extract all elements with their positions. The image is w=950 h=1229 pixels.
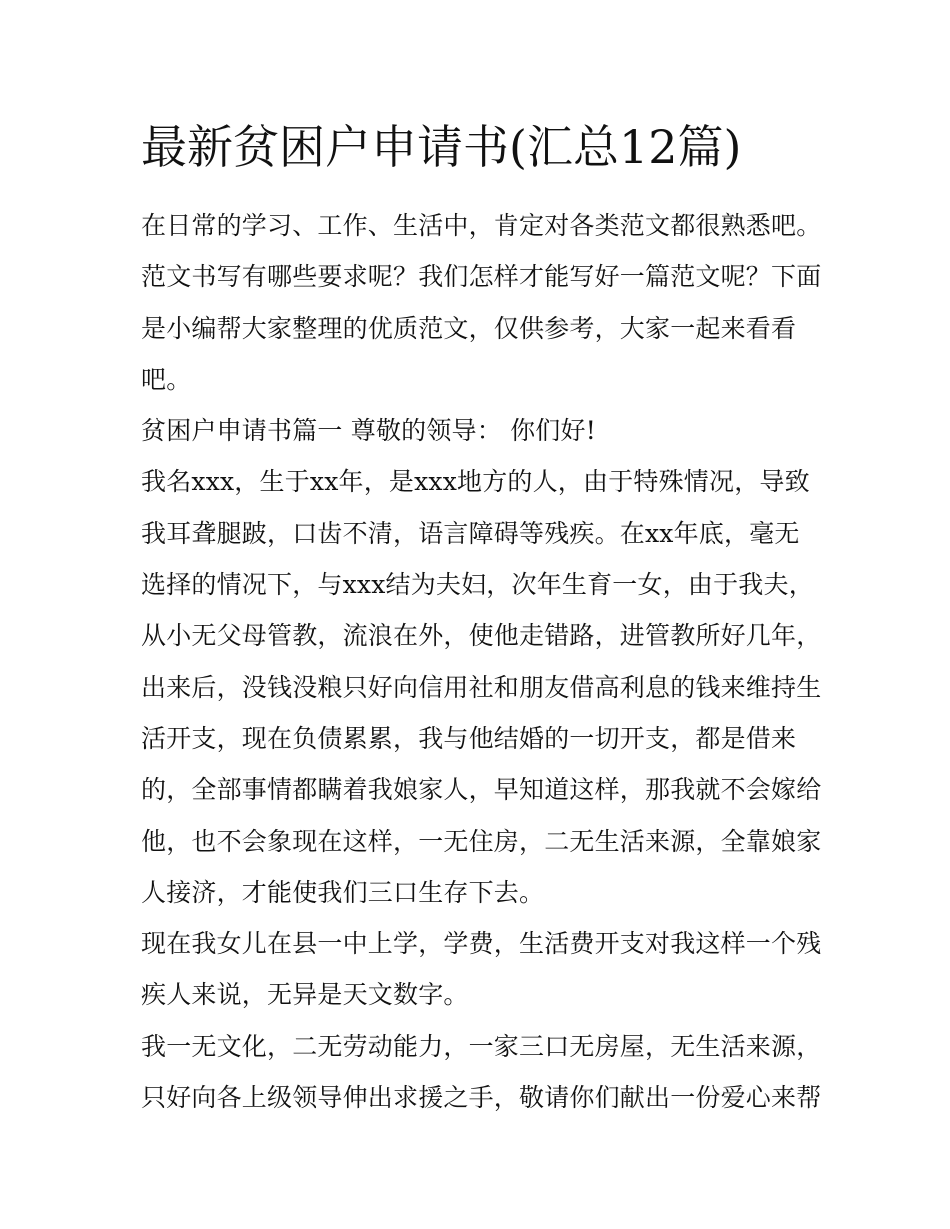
body-line: 选择的情况下，与xxx结为夫妇，次年生育一女，由于我夫， bbox=[141, 570, 814, 600]
body-line: 吧。 bbox=[141, 364, 192, 394]
body-line: 他，也不会象现在这样，一无住房，二无生活来源，全靠娘家 bbox=[141, 826, 822, 856]
body-line: 我一无文化，二无劳动能力，一家三口无房屋，无生活来源， bbox=[141, 1031, 822, 1061]
body-line: 出来后，没钱没粮只好向信用社和朋友借高利息的钱来维持生 bbox=[141, 672, 822, 702]
body-line: 只好向各上级领导伸出求援之手，敬请你们献出一份爱心来帮 bbox=[141, 1083, 822, 1113]
body-line: 我耳聋腿跛，口齿不清，语言障碍等残疾。在xx年底，毫无 bbox=[141, 518, 800, 548]
section-heading-line: 贫困户申请书篇一 尊敬的领导： 你们好! bbox=[141, 416, 596, 446]
document-title: 最新贫困户申请书(汇总12篇) bbox=[141, 120, 742, 174]
body-line: 是小编帮大家整理的优质范文，仅供参考，大家一起来看看 bbox=[141, 313, 797, 343]
body-line: 现在我女儿在县一中上学，学费，生活费开支对我这样一个残 bbox=[141, 929, 822, 959]
document-body bbox=[141, 200, 822, 1123]
body-line: 人接济，才能使我们三口生存下去。 bbox=[141, 877, 545, 907]
body-line: 范文书写有哪些要求呢？我们怎样才能写好一篇范文呢？下面 bbox=[141, 262, 822, 292]
body-line: 的，全部事情都瞒着我娘家人，早知道这样，那我就不会嫁给 bbox=[141, 775, 822, 805]
body-line: 从小无父母管教，流浪在外，使他走错路，进管教所好几年， bbox=[141, 621, 822, 651]
body-line: 我名xxx，生于xx年，是xxx地方的人，由于特殊情况，导致 bbox=[141, 467, 810, 497]
body-line: 活开支，现在负债累累，我与他结婚的一切开支，都是借来 bbox=[141, 723, 797, 753]
body-line: 疾人来说，无异是天文数字。 bbox=[141, 980, 469, 1010]
body-line: 在日常的学习、工作、生活中，肯定对各类范文都很熟悉吧。 bbox=[141, 211, 822, 240]
